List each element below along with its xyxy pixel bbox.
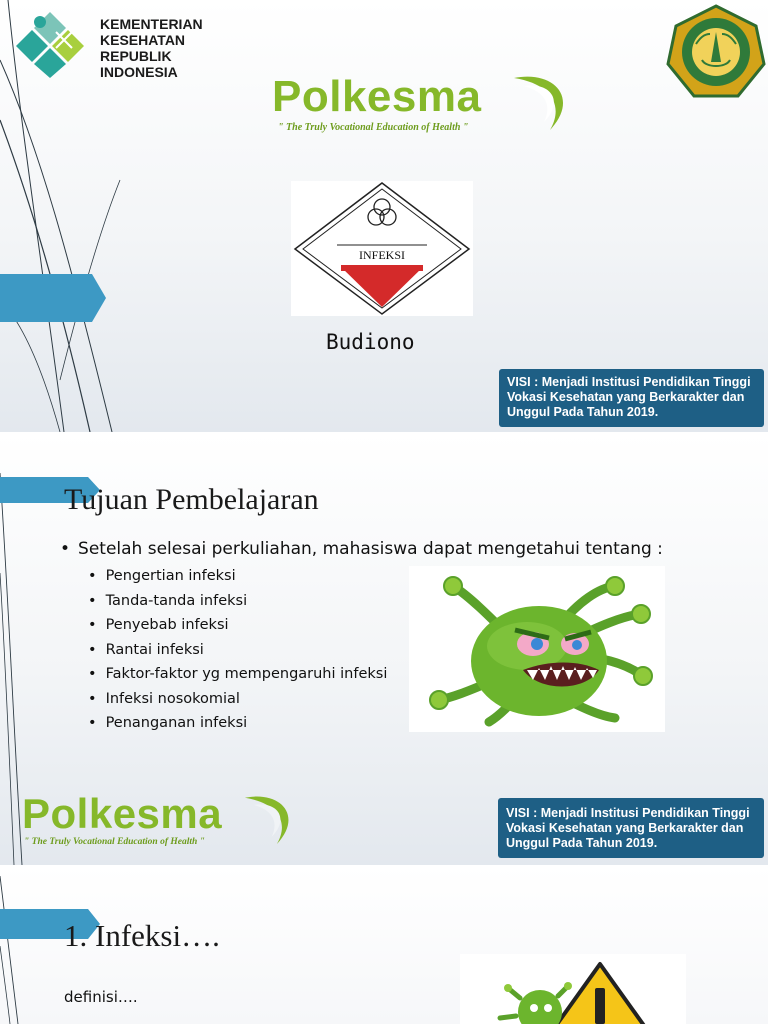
germ-monster-icon [409, 566, 665, 732]
list-item: • Faktor-faktor yg mempengaruhi infeksi [88, 662, 387, 687]
brand-tagline: " The Truly Vocational Education of Health " [24, 837, 205, 847]
polkesma-logo [22, 791, 302, 861]
visi-statement [499, 369, 764, 427]
slide-1 [0, 0, 768, 432]
ministry-line: KESEHATAN [100, 32, 186, 48]
germ-illustration [409, 566, 665, 732]
slide-2 [0, 433, 768, 865]
institution-seal [666, 4, 766, 100]
infection-hazard-sign [291, 181, 473, 316]
list-item: • Pengertian infeksi [88, 564, 387, 589]
author-name: Budiono [326, 330, 415, 354]
visi-statement [498, 798, 764, 858]
sign-label: INFEKSI [358, 248, 406, 262]
list-item: • Penanganan infeksi [88, 711, 387, 736]
decorative-lines [0, 866, 60, 1024]
definition-text: definisi…. [64, 988, 138, 1006]
ministry-name [100, 16, 203, 80]
slide-title: 1. Infeksi…. [64, 918, 220, 953]
ministry-line: REPUBLIK [100, 48, 172, 64]
brand-name: Polkesma [22, 790, 223, 837]
blue-arrow-tab [0, 274, 106, 322]
visi-line: Vokasi Kesehatan yang Berkarakter dan [506, 821, 744, 835]
ministry-line: INDONESIA [100, 64, 178, 80]
visi-line: VISI : Menjadi Institusi Pendidikan Tinggi [507, 375, 751, 389]
brand-swoosh-icon [236, 791, 300, 849]
brand-tagline: " The Truly Vocational Education of Health " [278, 122, 469, 133]
visi-line: Unggul Pada Tahun 2019. [507, 405, 659, 419]
visi-line: VISI : Menjadi Institusi Pendidikan Tinggi [506, 806, 750, 820]
list-item: • Rantai infeksi [88, 638, 387, 663]
visi-line: Vokasi Kesehatan yang Berkarakter dan [507, 390, 745, 404]
warning-triangle-icon [460, 954, 686, 1024]
polkesma-logo [272, 72, 582, 142]
list-item: • Tanda-tanda infeksi [88, 589, 387, 614]
slide-3 [0, 866, 768, 1024]
brand-name: Polkesma [272, 72, 482, 121]
list-item: • Penyebab infeksi [88, 613, 387, 638]
hazard-diamond-icon [291, 181, 473, 316]
slide-title: Tujuan Pembelajaran [64, 483, 319, 516]
learning-objectives-list [88, 564, 387, 736]
intro-bullet: • Setelah selesai perkuliahan, mahasiswa dapat mengetahui tentang : [60, 539, 663, 559]
warning-germ-illustration [460, 954, 686, 1024]
brand-swoosh-icon [504, 72, 576, 134]
ministry-line: KEMENTERIAN [100, 16, 203, 32]
kemenkes-logo [10, 8, 90, 78]
visi-line: Unggul Pada Tahun 2019. [506, 836, 658, 850]
list-item: • Infeksi nosokomial [88, 687, 387, 712]
